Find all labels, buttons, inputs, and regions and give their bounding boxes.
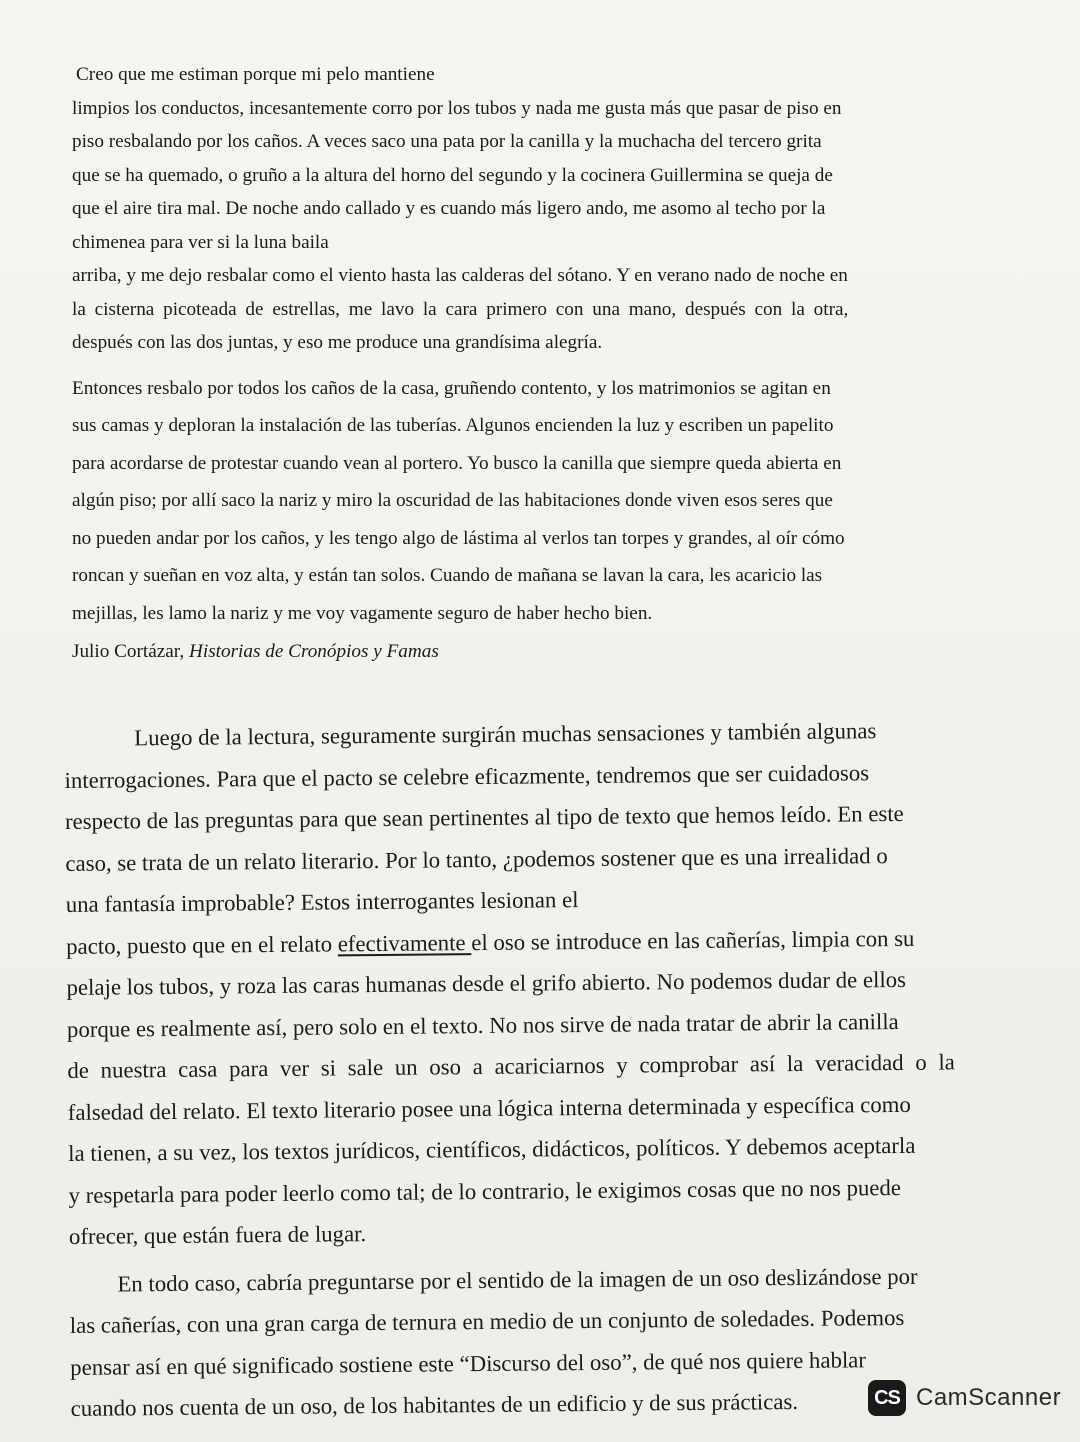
commentary-line: caso, se trata de un relato literario. Por lo tanto, ¿podemos sostener que es una irrealidad o — [65, 842, 888, 876]
quote-line: que se ha quemado, o gruño a la altura del horno del segundo y la cocinera Guillermina se queja de — [72, 164, 833, 186]
quote-line: roncan y sueñan en voz alta, y están tan solos. Cuando de mañana se lavan la cara, les acaricio las — [72, 565, 823, 586]
text-fragment: pacto, puesto que en el relato — [66, 930, 338, 959]
quote-line: mejillas, les lamo la nariz y me voy vagamente seguro de haber hecho bien. — [72, 602, 653, 624]
camscanner-logo-icon: CS — [868, 1380, 906, 1416]
quote-line: después con las dos juntas, y eso me produce una grandísima alegría. — [72, 332, 603, 353]
commentary-line: pelaje los tubos, y roza las caras humanas desde el grifo abierto. No podemos dudar de ellos — [66, 966, 907, 1000]
commentary-line: una fantasía improbable? Estos interrogantes lesionan el — [65, 887, 579, 917]
quote-line: Creo que me estiman porque mi pelo mantiene — [76, 64, 435, 85]
commentary-line: En todo caso, cabría preguntarse por el sentido de la imagen de un oso deslizándose por — [117, 1263, 918, 1297]
commentary-block — [64, 709, 981, 1429]
commentary-line: interrogaciones. Para que el pacto se celebre eficazmente, tendremos que ser cuidadosos — [64, 759, 870, 793]
camscanner-label: CamScanner — [916, 1384, 1062, 1411]
commentary-line: cuando nos cuenta de un oso, de los habitantes de un edificio y de sus prácticas. — [70, 1388, 799, 1421]
commentary-line: y respetarla para poder leerlo como tal; de lo contrario, le exigimos cosas que no nos puede — [68, 1174, 902, 1208]
commentary-line: falsedad del relato. El texto literario posee una lógica interna determinada y específica como — [67, 1091, 911, 1125]
quote-block — [72, 58, 962, 672]
text-fragment: el oso se introduce en las cañerías, limpia con su — [471, 925, 915, 955]
quote-line: que el aire tira mal. De noche ando callado y es cuando más ligero ando, me asomo al techo por la — [72, 198, 826, 219]
quote-line: chimenea para ver si la luna baila — [72, 231, 329, 253]
commentary-line: la tienen, a su vez, los textos jurídicos, científicos, didácticos, políticos. Y debemos aceptarla — [68, 1132, 916, 1166]
quote-line: limpios los conductos, incesantemente corro por los tubos y nada me gusta más que pasar de piso en — [72, 97, 842, 119]
commentary-line: pensar así en qué significado sostiene este “Discurso del oso”, de qué nos quiere hablar — [70, 1346, 867, 1380]
commentary-line: porque es realmente así, pero solo en el texto. No nos sirve de nada tratar de abrir la canilla — [66, 1008, 899, 1042]
quote-line: piso resbalando por los caños. A veces saco una pata por la canilla y la muchacha del tercero grita — [72, 131, 822, 152]
quote-line: para acordarse de protestar cuando vean al portero. Yo busco la canilla que siempre queda abierta en — [72, 452, 842, 474]
quote-line: Entonces resbalo por todos los caños de la casa, gruñendo contento, y los matrimonios se agitan en — [72, 377, 831, 399]
quote-line: algún piso; por allí saco la nariz y miro la oscuridad de las habitaciones donde viven esos seres que — [72, 490, 833, 511]
commentary-line: ofrecer, que están fuera de lugar. — [68, 1221, 367, 1249]
author-name: Julio Cortázar, — [72, 641, 189, 662]
quote-line: sus camas y deploran la instalación de las tuberías. Algunos encienden la luz y escriben un papelito — [72, 415, 834, 436]
quote-line: no pueden andar por los caños, y les tengo algo de lástima al verlos tan torpes y grandes, al oír cómo — [72, 527, 845, 549]
quote-line: la cisterna picoteada de estrellas, me lavo la cara primero con una mano, después con la otra, — [72, 298, 849, 320]
commentary-line: las cañerías, con una gran carga de ternura en medio de un conjunto de soledades. Podemos — [69, 1304, 905, 1338]
camscanner-watermark — [868, 1380, 1061, 1416]
commentary-line: Luego de la lectura, seguramente surgirán muchas sensaciones y también algunas — [134, 718, 877, 751]
book-title: Historias de Cronópios y Famas — [189, 641, 439, 662]
quote-attribution — [72, 632, 962, 672]
quote-line: arriba, y me dejo resbalar como el viento hasta las calderas del sótano. Y en verano nado de noche en — [72, 265, 848, 286]
underlined-word: efectivamente — [337, 929, 472, 956]
commentary-line: de nuestra casa para ver si sale un oso a acariciarnos y comprobar así la veracidad o la — [67, 1049, 955, 1083]
commentary-line: respecto de las preguntas para que sean pertinentes al tipo de texto que hemos leído. En este — [64, 800, 904, 834]
